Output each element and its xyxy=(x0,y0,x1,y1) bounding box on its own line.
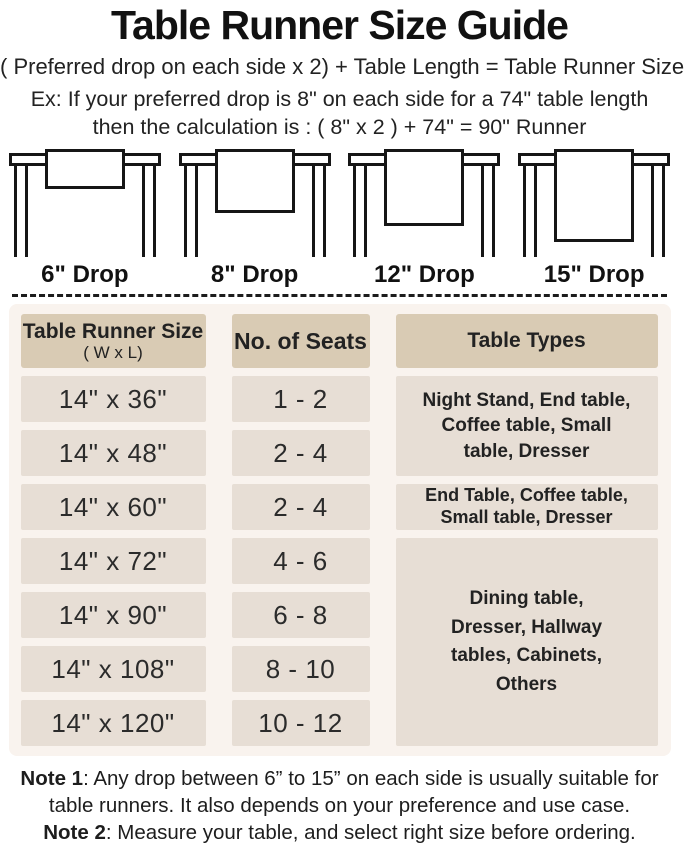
runner-drape xyxy=(384,149,464,226)
size-cell-row6: 14" x 108" xyxy=(21,646,206,692)
example-text xyxy=(0,86,679,141)
size-guide-table xyxy=(21,314,659,746)
drop-label-15: 15" Drop xyxy=(543,261,645,289)
table-drawing xyxy=(516,147,672,257)
formula-text: ( Preferred drop on each side x 2) + Table Length = Table Runner Size xyxy=(0,54,684,79)
drop-label-6: 6" Drop xyxy=(41,261,129,289)
seats-cell-row1: 1 - 2 xyxy=(232,376,370,422)
seats-cell-row6: 8 - 10 xyxy=(232,646,370,692)
runner-drape xyxy=(45,149,125,189)
size-cell-row1: 14" x 36" xyxy=(21,376,206,422)
example-line-1: Ex: If your preferred drop is 8" on each side for a 74" table length xyxy=(30,87,649,111)
runner-drape xyxy=(554,149,634,242)
seats-cell-row4: 4 - 6 xyxy=(232,538,370,584)
seats-cell-row3: 2 - 4 xyxy=(232,484,370,530)
table-leg-right xyxy=(651,165,665,257)
table-leg-right xyxy=(142,165,156,257)
drop-label-8: 8" Drop xyxy=(210,261,299,289)
size-cell-row2: 14" x 48" xyxy=(21,430,206,476)
dashed-divider xyxy=(12,294,667,297)
size-cell-row4: 14" x 72" xyxy=(21,538,206,584)
seats-cell-row7: 10 - 12 xyxy=(232,700,370,746)
header-cell-seats: No. of Seats xyxy=(232,314,370,368)
page-title: Table Runner Size Guide xyxy=(111,2,568,48)
table-leg-left xyxy=(523,165,537,257)
table-drawing xyxy=(7,147,163,257)
illustration-12-drop xyxy=(340,147,510,257)
runner-drape xyxy=(215,149,295,213)
note-2-label: Note 2 xyxy=(43,821,106,845)
seats-cell-row5: 6 - 8 xyxy=(232,592,370,638)
example-line-2: then the calculation is : ( 8" x 2 ) + 74" = 90" Runner xyxy=(92,114,587,139)
size-cell-row7: 14" x 120" xyxy=(21,700,206,746)
table-drawing xyxy=(346,147,502,257)
note-1-label: Note 1 xyxy=(20,767,84,791)
table-leg-right xyxy=(312,165,326,257)
table-types-group-1: Night Stand, End table, Coffee table, Small table, Dresser xyxy=(396,376,658,476)
table-leg-left xyxy=(353,165,367,257)
illustration-8-drop xyxy=(170,147,340,257)
size-guide-panel xyxy=(9,304,671,756)
table-leg-left xyxy=(14,165,28,257)
table-drawing xyxy=(177,147,333,257)
notes-section xyxy=(0,765,679,846)
drop-labels xyxy=(0,261,679,289)
note-1 xyxy=(0,765,679,819)
table-leg-left xyxy=(184,165,198,257)
table-types-group-2: End Table, Coffee table, Small table, Dresser xyxy=(396,484,658,530)
note-2 xyxy=(0,819,679,846)
seats-cell-row2: 2 - 4 xyxy=(232,430,370,476)
illustration-15-drop xyxy=(509,147,679,257)
note-1-text: : Any drop between 6” to 15” on each side is usually suitable for table runners. It also depends on your preference and use case. xyxy=(48,767,659,818)
drop-label-12: 12" Drop xyxy=(374,261,475,289)
header-runner-size-subtitle: ( W x L) xyxy=(83,342,143,362)
table-types-group-3: Dining table, Dresser, Hallway tables, Cabinets, Others xyxy=(396,538,658,746)
note-2-text: : Measure your table, and select right size before ordering. xyxy=(105,821,636,845)
drop-illustrations xyxy=(0,147,679,257)
size-cell-row5: 14" x 90" xyxy=(21,592,206,638)
size-cell-row3: 14" x 60" xyxy=(21,484,206,530)
header-cell-runner-size xyxy=(21,314,206,368)
illustration-6-drop xyxy=(0,147,170,257)
header-runner-size-title: Table Runner Size xyxy=(22,319,204,343)
table-leg-right xyxy=(481,165,495,257)
header-cell-table-types: Table Types xyxy=(396,314,658,368)
